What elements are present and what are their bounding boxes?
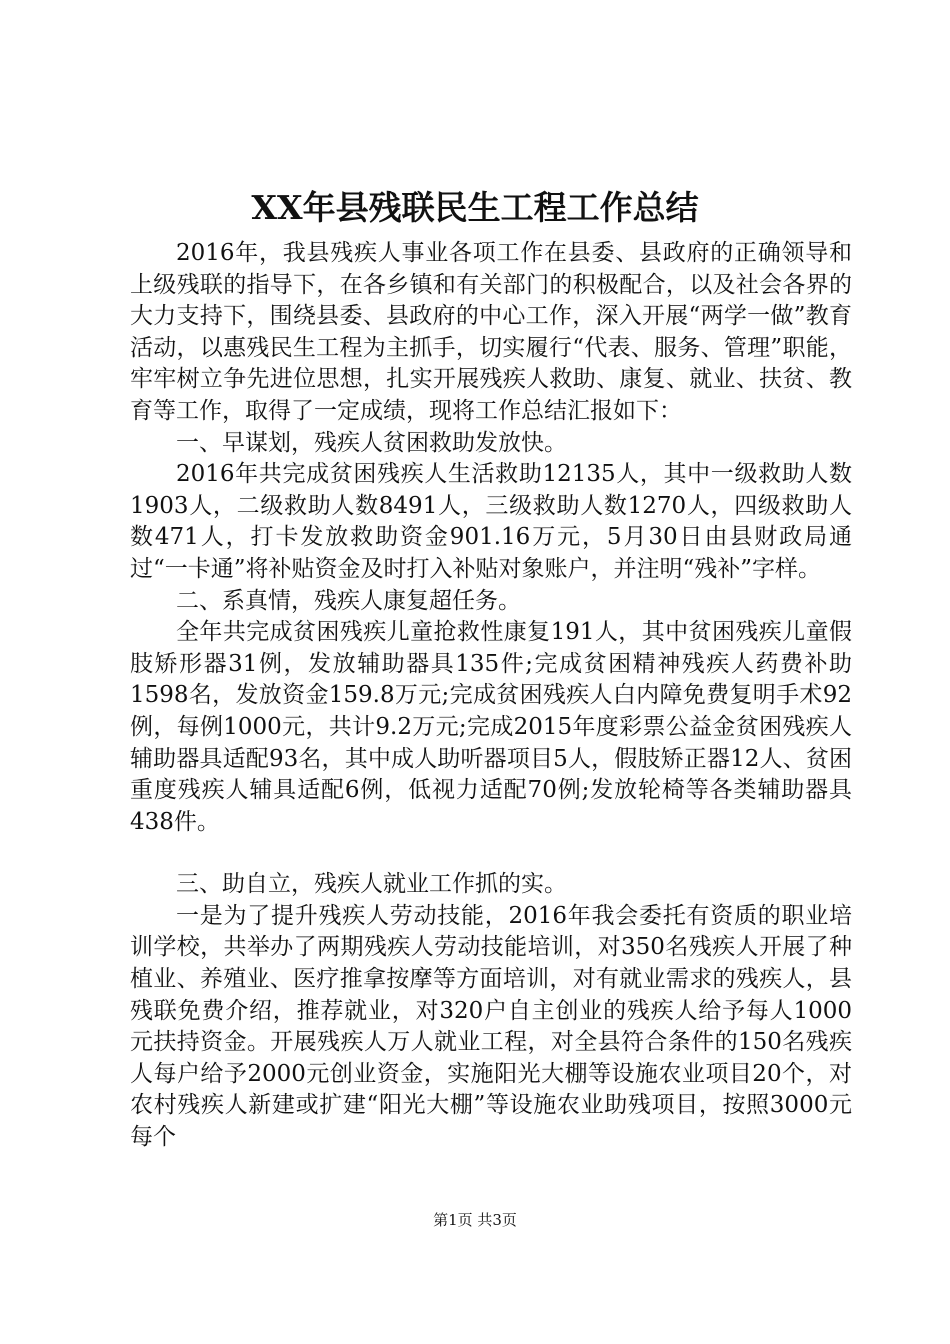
paragraph-employment: 一是为了提升残疾人劳动技能，2016年我会委托有资质的职业培训学校，共举办了两期残疾人劳动技能培训，对350名残疾人开展了种植业、养殖业、医疗推拿按摩等方面培训，对有就业需求的残疾人，县残联免费介绍，推荐就业，对320户自主创业的残疾人给予每人1000元扶持资金。开展残疾人万人就业工程，对全县符合条件的150名残疾人每户给予2000元创业资金，实施阳光大棚等设施农业项目20个，对农村残疾人新建或扩建“阳光大棚”等设施农业助残项目，按照3000元每个 <box>130 902 852 1151</box>
section-heading-2: 二、系真情，残疾人康复超任务。 <box>176 587 521 614</box>
paragraph-relief: 2016年共完成贫困残疾人生活救助12135人，其中一级救助人数1903人，二级救助人数8491人，三级救助人数1270人，四级救助人数471人，打卡发放救助资金901.16万元，5月30日由县财政局通过“一卡通”将补贴资金及时打入补贴对象账户，并注明“残补”字样。 <box>130 461 852 582</box>
section-heading-1: 一、早谋划，残疾人贫困救助发放快。 <box>176 429 567 456</box>
document-title: XX年县残联民生工程工作总结 <box>251 188 699 227</box>
section-heading-3: 三、助自立，残疾人就业工作抓的实。 <box>176 871 567 898</box>
page-footer: 第1页 共3页 <box>433 1211 517 1229</box>
paragraph-rehabilitation: 全年共完成贫困残疾儿童抢救性康复191人，其中贫困残疾儿童假肢矫形器31例，发放辅助器具135件;完成贫困精神残疾人药费补助1598名，发放资金159.8万元;完成贫困残疾人白内障免费复明手术92例，每例1000元，共计9.2万元;完成2015年度彩票公益金贫困残疾人辅助器具适配93名，其中成人助听器项目5人，假肢矫正器12人、贫困重度残疾人辅具适配6例，低视力适配70例;发放轮椅等各类辅助器具438件。 <box>130 619 852 835</box>
paragraph-intro: 2016年，我县残疾人事业各项工作在县委、县政府的正确领导和上级残联的指导下，在各乡镇和有关部门的积极配合，以及社会各界的大力支持下，围绕县委、县政府的中心工作，深入开展“两学一做”教育活动，以惠残民生工程为主抓手，切实履行“代表、服务、管理”职能，牢牢树立争先进位思想，扎实开展残疾人救助、康复、就业、扶贫、教育等工作，取得了一定成绩，现将工作总结汇报如下： <box>130 240 852 424</box>
document-body <box>130 238 852 1154</box>
